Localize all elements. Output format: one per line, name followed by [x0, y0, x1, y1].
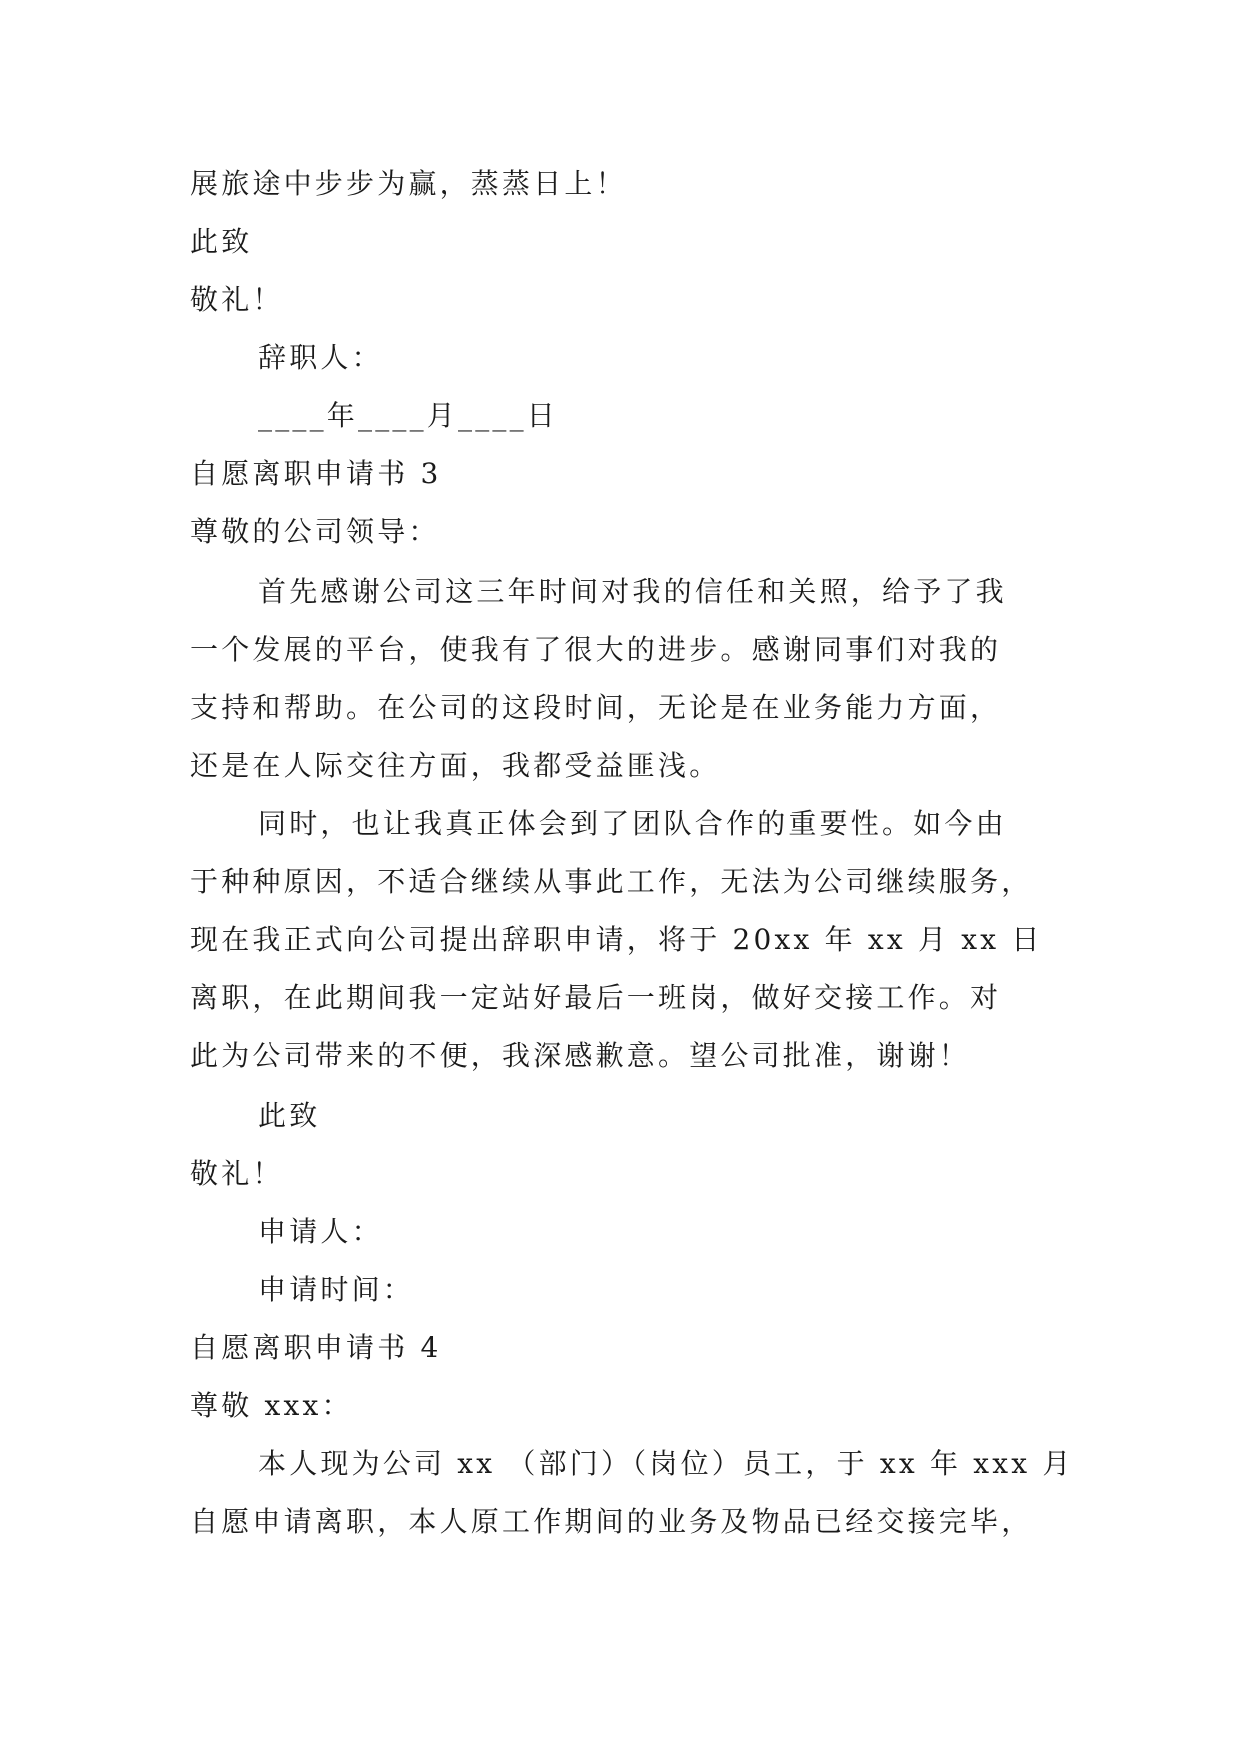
section-heading: 自愿离职申请书 3: [190, 457, 442, 490]
closing-salutation: 此致: [258, 1099, 321, 1132]
paragraph-line: 支持和帮助。在公司的这段时间，无论是在业务能力方面，: [190, 691, 1002, 724]
closing-salutation: 此致: [190, 225, 253, 258]
paragraph-line: 同时，也让我真正体会到了团队合作的重要性。如今由: [258, 807, 1007, 840]
paragraph-line: 本人现为公司 xx （部门）（岗位）员工，于 xx 年 xxx 月: [258, 1447, 1074, 1480]
paragraph-line: 首先感谢公司这三年时间对我的信任和关照，给予了我: [258, 575, 1007, 608]
paragraph-line: 一个发展的平台，使我有了很大的进步。感谢同事们对我的: [190, 633, 1002, 666]
applicant-label: 申请人：: [258, 1215, 383, 1248]
paragraph-line: 自愿申请离职，本人原工作期间的业务及物品已经交接完毕，: [190, 1505, 1033, 1538]
paragraph-line: 于种种原因，不适合继续从事此工作，无法为公司继续服务，: [190, 865, 1033, 898]
closing-respect: 敬礼！: [190, 283, 284, 316]
application-date-label: 申请时间：: [258, 1273, 415, 1306]
closing-respect: 敬礼！: [190, 1157, 284, 1190]
letter-greeting: 尊敬 xxx：: [190, 1389, 353, 1422]
paragraph-line: 离职，在此期间我一定站好最后一班岗，做好交接工作。对: [190, 981, 1002, 1014]
date-line: ____年____月____日: [258, 399, 559, 432]
signer-label: 辞职人：: [258, 341, 383, 374]
section-heading: 自愿离职申请书 4: [190, 1331, 442, 1364]
letter-greeting: 尊敬的公司领导：: [190, 515, 440, 548]
paragraph-line: 还是在人际交往方面，我都受益匪浅。: [190, 749, 721, 782]
paragraph-line: 此为公司带来的不便，我深感歉意。望公司批准，谢谢！: [190, 1039, 971, 1072]
paragraph-line: 现在我正式向公司提出辞职申请，将于 20xx 年 xx 月 xx 日: [190, 923, 1043, 956]
body-text-line: 展旅途中步步为赢，蒸蒸日上！: [190, 167, 627, 200]
